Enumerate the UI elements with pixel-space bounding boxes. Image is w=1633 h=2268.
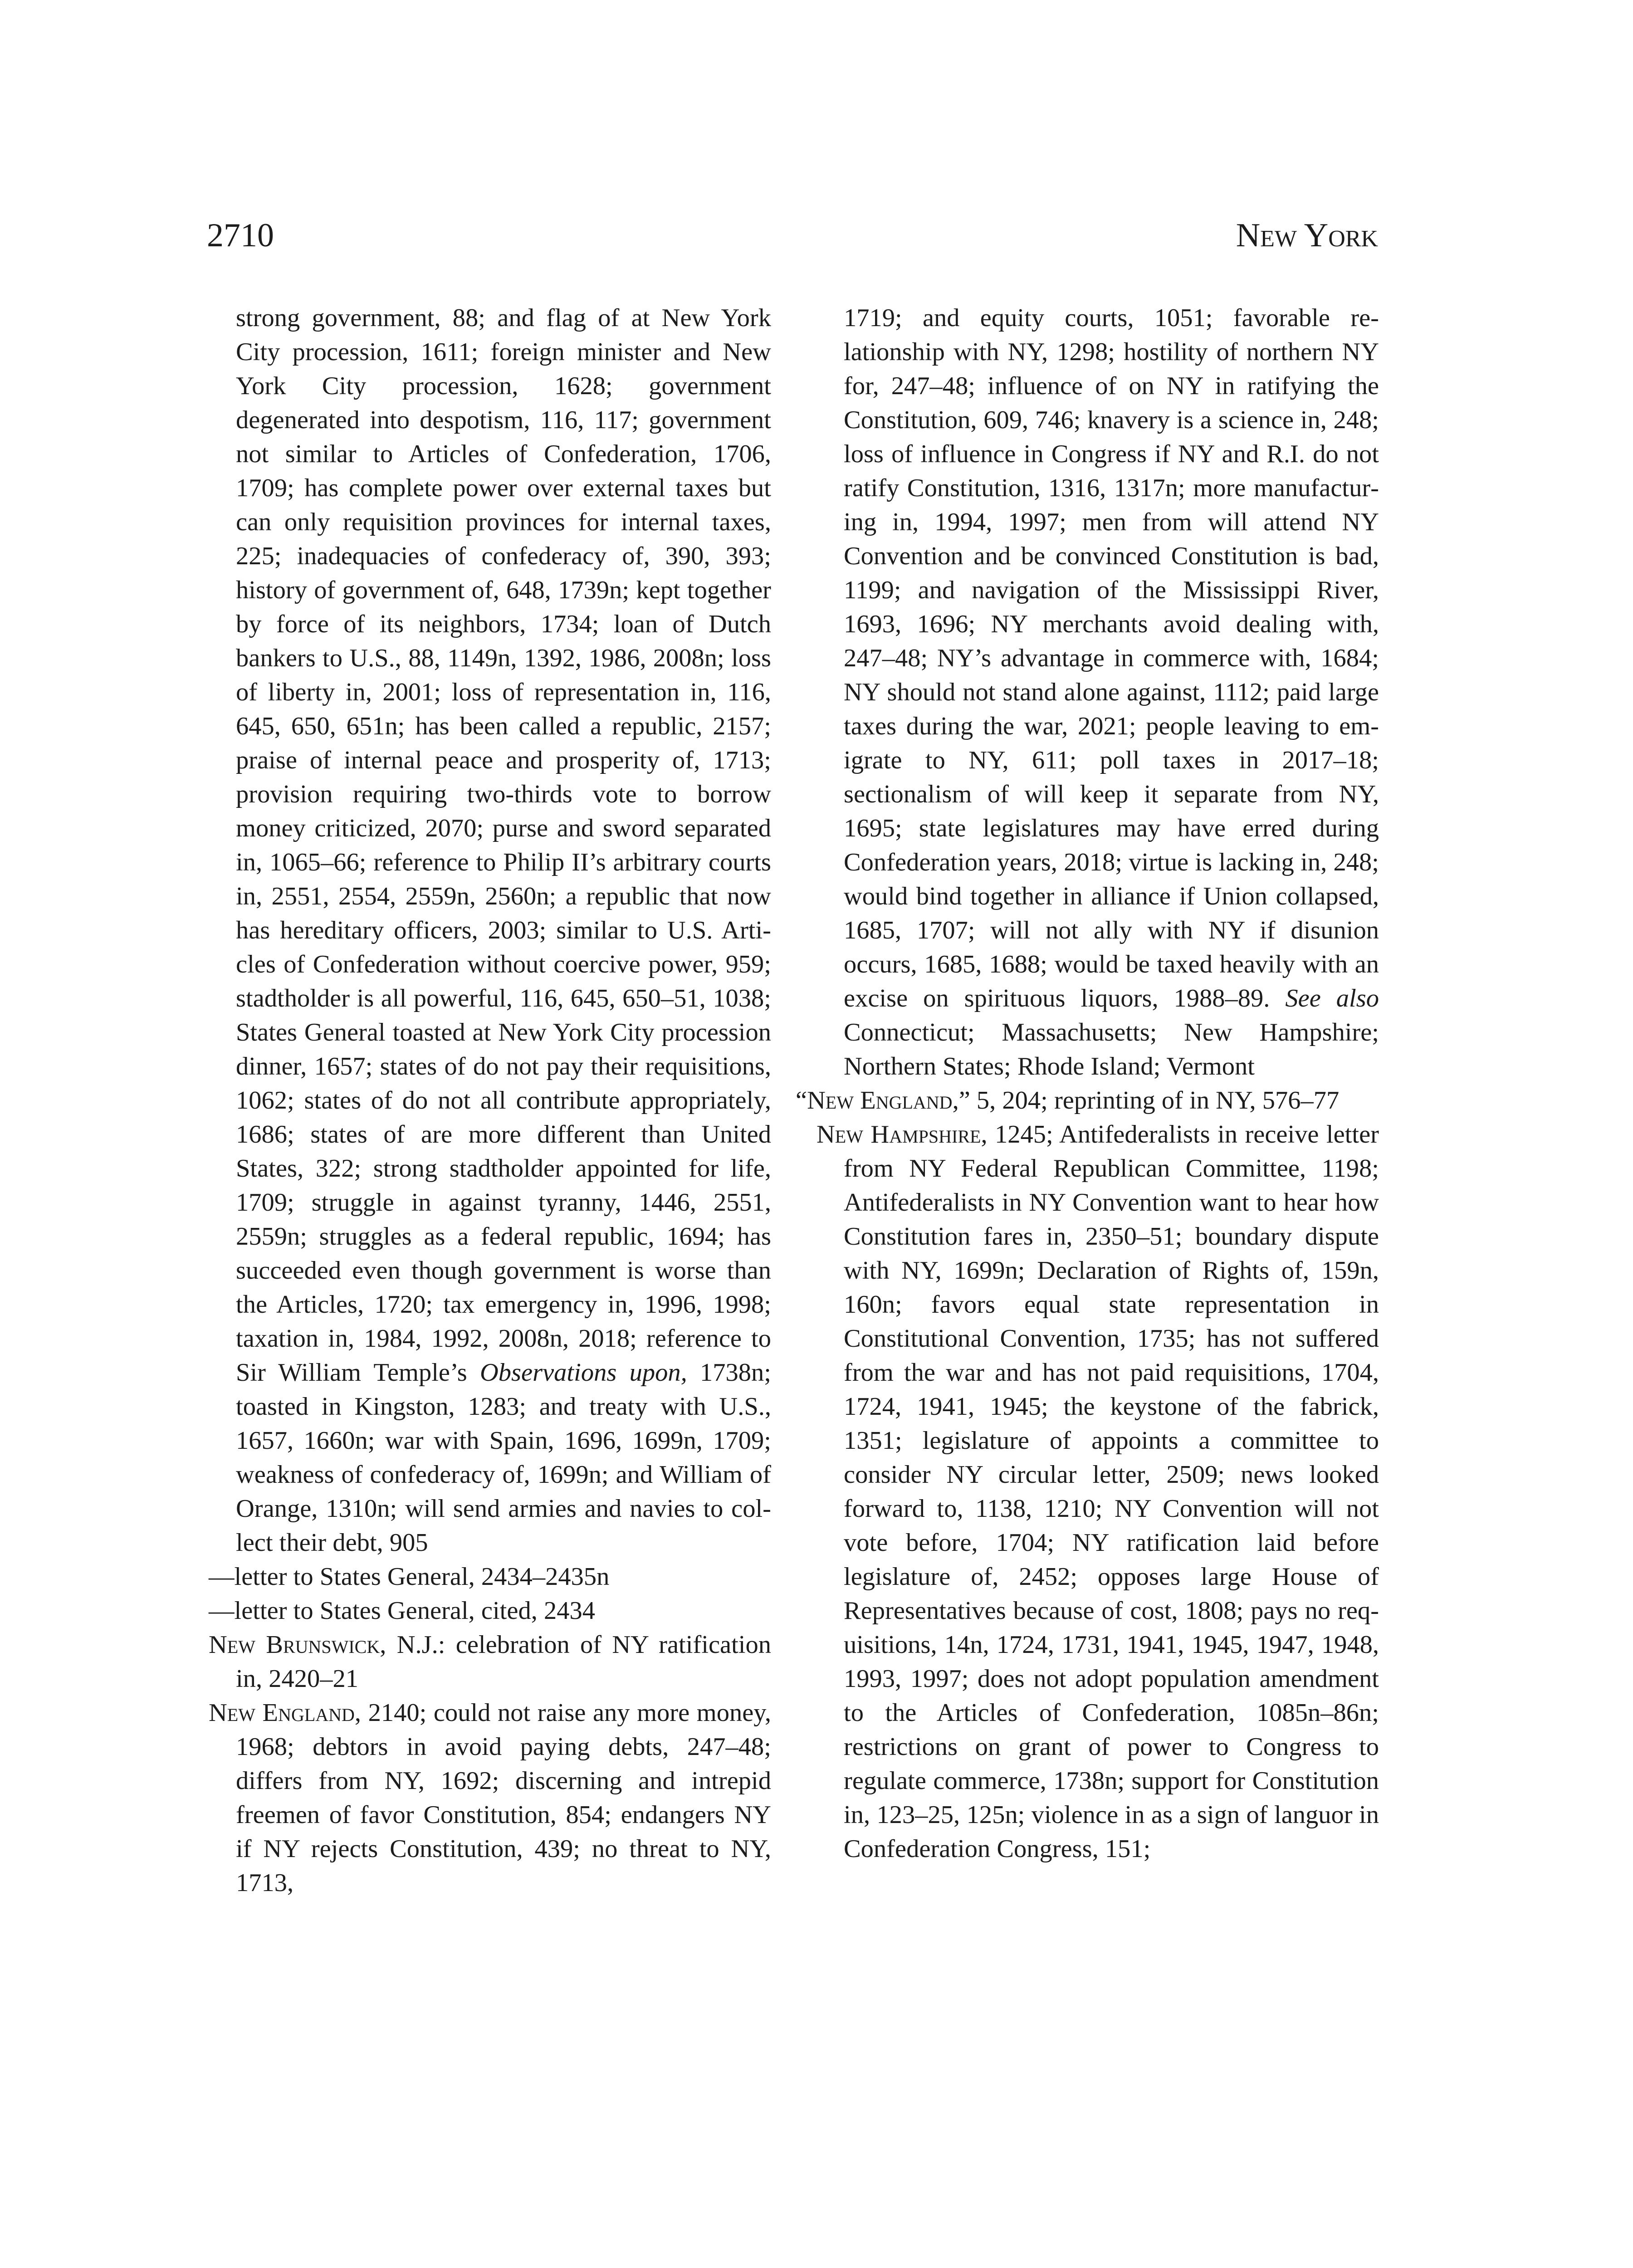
index-entry-new-england	[209, 1696, 771, 1900]
index-entry-new-england-quoted	[796, 1084, 1379, 1118]
entry-text: 1245; Antifederalists in receive letter from NY Federal Republican Committee, 1198; Antifederalists in NY Convention want to hear how Constitution fares in, 2350–51; boundary dispute with NY, 1699n; Declaration of Rights of, 159n, 160n; favors equal state representation in Constitutional Convention, 1735; has not suffered from the war and has not paid requisitions, 1704, 1724, 1941, 1945; the keystone of the fabrick, 1351; legislature of appoints a committee to consider NY circular letter, 2509; news looked forward to, 1138, 1210; NY Convention will not vote before, 1704; NY ratification laid before legislature of, 2452; opposes large House of Representatives because of cost, 1808; pays no requisitions, 14n, 1724, 1731, 1941, 1945, 1947, 1948, 1993, 1997; does not adopt population amendment to the Articles of Confederation, 1085n–86n; restrictions on grant of power to Congress to regulate commerce, 1738n; support for Constitution in, 123–25, 125n; violence in as a sign of languor in Confederation Congress, 151;	[844, 1120, 1379, 1863]
entry-text: celebration of NY ratification in, 2420–21	[236, 1631, 771, 1693]
entry-heading: New Brunswick, N.J.:	[209, 1631, 445, 1659]
running-head: New York	[1236, 217, 1378, 254]
entry-text: strong government, 88; and flag of at New York City procession, 1611; foreign minister and New York City procession, 1628; government degenerated into despotism, 116, 117; government not similar to Articles of Confederation, 1706, 1709; has complete power over external taxes but can only requisition provinces for internal taxes, 225; inadequacies of confederacy of, 390, 393; history of government of, 648, 1739n; kept together by force of its neighbors, 1734; loan of Dutch bankers to U.S., 88, 1149n, 1392, 1986, 2008n; loss of liberty in, 2001; loss of representation in, 116, 645, 650, 651n; has been called a republic, 2157; praise of internal peace and prosperity of, 1713; provision requiring two-thirds vote to borrow money criticized, 2070; purse and sword separated in, 1065–66; reference to Philip II’s arbitrary courts in, 2551, 2554, 2559n, 2560n; a republic that now has hereditary officers, 2003; similar to U.S. Articles of Confederation without coercive power, 959; stadtholder is all powerful, 116, 645, 650–51, 1038; States General toasted at New York City procession dinner, 1657; states of do not pay their requisitions, 1062; states of do not all contribute appropriately, 1686; states of are more different than United States, 322; strong stadtholder appointed for life, 1709; struggle in against tyranny, 1446, 2551, 2559n; struggles as a federal republic, 1694; has succeeded even though government is worse than the Articles, 1720; tax emergency in, 1996, 1998; taxation in, 1984, 1992, 2008n, 2018; reference to Sir William Temple’s	[236, 304, 771, 1387]
index-entry-continuation	[209, 301, 771, 1560]
subentry-letter-1: —letter to States General, 2434–2435n	[209, 1563, 610, 1591]
entry-text-end: 1738n; toasted in Kingston, 1283; and treaty with U.S., 1657, 1660n; war with Spain, 1696, 1699n, 1709; weakness of confederacy of, 1699n; and William of Orange, 1310n; will send armies and navies to collect their debt, 905	[236, 1359, 772, 1557]
index-entry-new-england-continued	[816, 301, 1379, 1084]
index-entry-new-hampshire	[816, 1118, 1379, 1866]
book-title: Observations upon,	[480, 1359, 687, 1387]
entry-heading: New Hampshire,	[816, 1120, 988, 1149]
see-also-list: Connecticut; Massachusetts; New Hampshire; Northern States; Rhode Island; Vermont	[844, 1018, 1379, 1080]
entry-text: ” 5, 204; reprinting of in NY, 576–77	[958, 1086, 1340, 1114]
entry-heading: New England,	[209, 1699, 362, 1727]
page-number: 2710	[207, 217, 274, 254]
right-column	[796, 301, 1379, 1866]
subentry-letter-2: —letter to States General, cited, 2434	[209, 1597, 595, 1625]
entry-text: 1719; and equity courts, 1051; favorable relationship with NY, 1298; hostility of northern NY for, 247–48; influence of on NY in ratifying the Constitution, 609, 746; knavery is a science in, 248; loss of influence in Congress if NY and R.I. do not ratify Constitution, 1316, 1317n; more manufacturing in, 1994, 1997; men from will attend NY Convention and be convinced Constitution is bad, 1199; and navigation of the Mississippi River, 1693, 1696; NY merchants avoid dealing with, 247–48; NY’s advantage in commerce with, 1684; NY should not stand alone against, 1112; paid large taxes during the war, 2021; people leaving to emigrate to NY, 611; poll taxes in 2017–18; sectionalism of will keep it separate from NY, 1695; state legislatures may have erred during Confederation years, 2018; virtue is lacking in, 248; would bind together in alliance if Union collapsed, 1685, 1707; will not ally with NY if disunion occurs, 1685, 1688; would be taxed heavily with an excise on spirituous liquors, 1988–89.	[844, 304, 1379, 1012]
opening-quote: “	[796, 1086, 807, 1114]
entry-heading: New England,	[807, 1086, 959, 1114]
left-column	[209, 301, 771, 1900]
entry-text: 2140; could not raise any more money, 1968; debtors in avoid paying debts, 247–48; differs from NY, 1692; discerning and intrepid freemen of favor Constitution, 854; endangers NY if NY rejects Constitution, 439; no threat to NY, 1713,	[236, 1699, 771, 1897]
index-entry-new-brunswick	[209, 1628, 771, 1696]
see-also-label: See also	[1285, 984, 1379, 1012]
